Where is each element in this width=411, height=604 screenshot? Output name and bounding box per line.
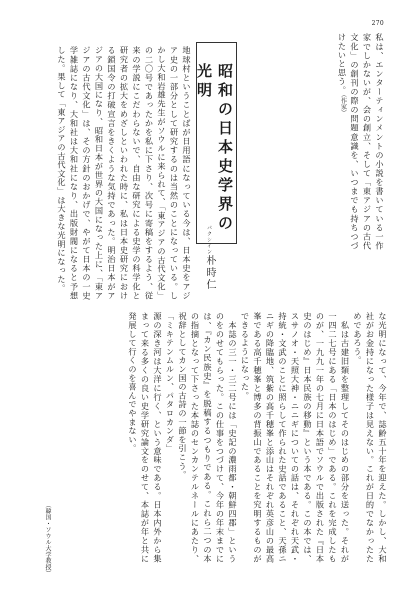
article-body-top: 地球村ということばが日用語になっている今は、日本史をアジア史の一部分として研究するのは当然のことになっている。しかし大和岩雄先生がソウルに来られて、「東アジアの古代文化」の二〇号であったかを私に下さり、次号に寄稿をするよう、従来の学説にこだわらないで、自由な研究による史学の科学化と研究者の拡大をめざしといわれた時に、私は日本史研究における鎖国令の打破宣言をきくような気持であった。明治日本がアジアの大国になり、昭和日本が世界の大国になった上に、「東アジアの古代文化」は、その方針のおかげで、やがて日本の一史学雑誌になり、大和社は大和社になり、出版財閥になると予想した。果して「東アジアの古代文化」は大きな光明になった。 <box>57 46 192 300</box>
author-credit: （韓国・ソウル大学教授） <box>44 501 51 576</box>
author-ruby: パクシイン <box>206 225 212 255</box>
author-name: 朴時仁 <box>204 255 215 291</box>
prev-article-text <box>234 33 386 250</box>
prev-article-tag: （作家） <box>339 94 347 116</box>
article-author <box>202 225 217 291</box>
article-title-box <box>196 42 237 244</box>
page-number: 270 <box>371 20 384 27</box>
prev-article-body: 私は、エンターティンメントの小説を書いている一作家でしかないが、会の創立、そして「東アジアの古代文化」の創刊の際の問題意識を、いつまでも持ちつづけたいと思う。 <box>337 33 385 250</box>
article-body-bottom: な光明になって、今年で、誌齢五十年を迎えた。しかし、大和社がお金持になった様子は見えない。これが日的でなかったためであろう。 私は古建旧類を整理してそのはじめの部分を送った。それが一四二七号にある「日本のはじめ」である。これを完成したものが、一九九一年の七月に日本語でソウルで出版された『日本史のはじめ』日本民族の移動』という本である。この本では、スサノオ・天照大神・ニニギについての話は、それぞれ天武・持統・文武のことに照らして作られた史話であること、天孫ニニギの降臨地、筑紫の高千穂峯と添山はそれぞれ英彦山の最高峯である高千穂峯と博多の背振山であることを究明するものができるようになった。 本誌の三一・三二号には「史記の濃雨都・朝鮮四郡」というのをのせてもらった。この仕事をつづけて、今年の年末までには、『カン民族史』を脱稿するつもりである。これら二つの本の指摘となって下さった本誌のセンカンテルネールにあたり、祝辞としてカン国の古詩の一節を引こう。 「ミキテンムルン、パタロカンダ」 源の深き河は大洋に行く、という意味である。日本内外から集まって来る多くの良い史学研究論文をのせて、本誌が年と共に発展して行くのを喜んでやまない。 <box>128 312 388 563</box>
article-title: 昭和の日本史学界の光明 <box>195 63 234 234</box>
